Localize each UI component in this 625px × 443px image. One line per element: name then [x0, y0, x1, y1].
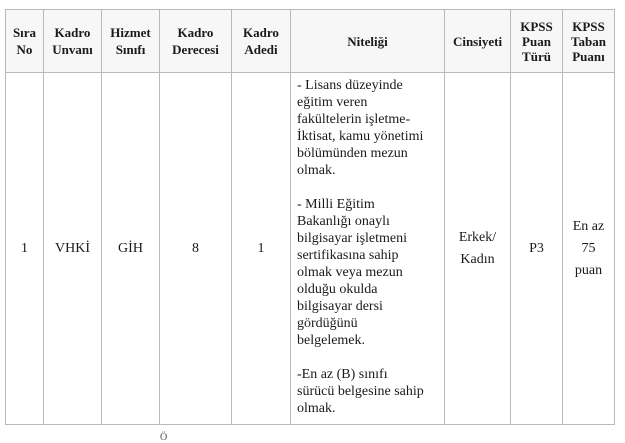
table-row [6, 73, 615, 425]
header-kadro-unvani: Kadro Unvanı [44, 10, 102, 73]
header-kpss-puan-turu: KPSS Puan Türü [511, 10, 563, 73]
cell-kpss-taban-puani: En az 75 puan [563, 73, 615, 425]
cell-kadro-unvani: VHKİ [44, 73, 102, 425]
header-cinsiyeti: Cinsiyeti [445, 10, 511, 73]
table-header-row [6, 10, 615, 73]
staff-position-table [5, 9, 615, 425]
cell-kadro-derecesi: 8 [160, 73, 232, 425]
cell-cinsiyeti: Erkek/ Kadın [445, 73, 511, 425]
cell-sira-no: 1 [6, 73, 44, 425]
cell-hizmet-sinifi: GİH [102, 73, 160, 425]
cell-niteligi [291, 73, 445, 425]
qualification-item: -En az (B) sınıfı sürücü belgesine sahip olmak. [297, 367, 424, 416]
header-kadro-adedi: Kadro Adedi [232, 10, 291, 73]
cropped-text-fragment: Ö [160, 432, 168, 443]
header-kpss-taban-puani: KPSS Taban Puanı [563, 10, 615, 73]
header-sira-no: Sıra No [6, 10, 44, 73]
header-kadro-derecesi: Kadro Derecesi [160, 10, 232, 73]
qualification-item: - Milli Eğitim Bakanlığı onaylı bilgisayar işletmeni sertifikasına sahip olmak veya mezun olduğu okulda bilgisayar dersi gördüğünü belgelemek. [297, 197, 408, 348]
cell-kadro-adedi: 1 [232, 73, 291, 425]
cell-kpss-puan-turu: P3 [511, 73, 563, 425]
qualification-item: - Lisans düzeyinde eğitim veren fakültelerin işletme- İktisat, kamu yönetimi bölümünden mezun olmak. [297, 78, 424, 178]
header-hizmet-sinifi: Hizmet Sınıfı [102, 10, 160, 73]
header-niteligi: Niteliği [291, 10, 445, 73]
